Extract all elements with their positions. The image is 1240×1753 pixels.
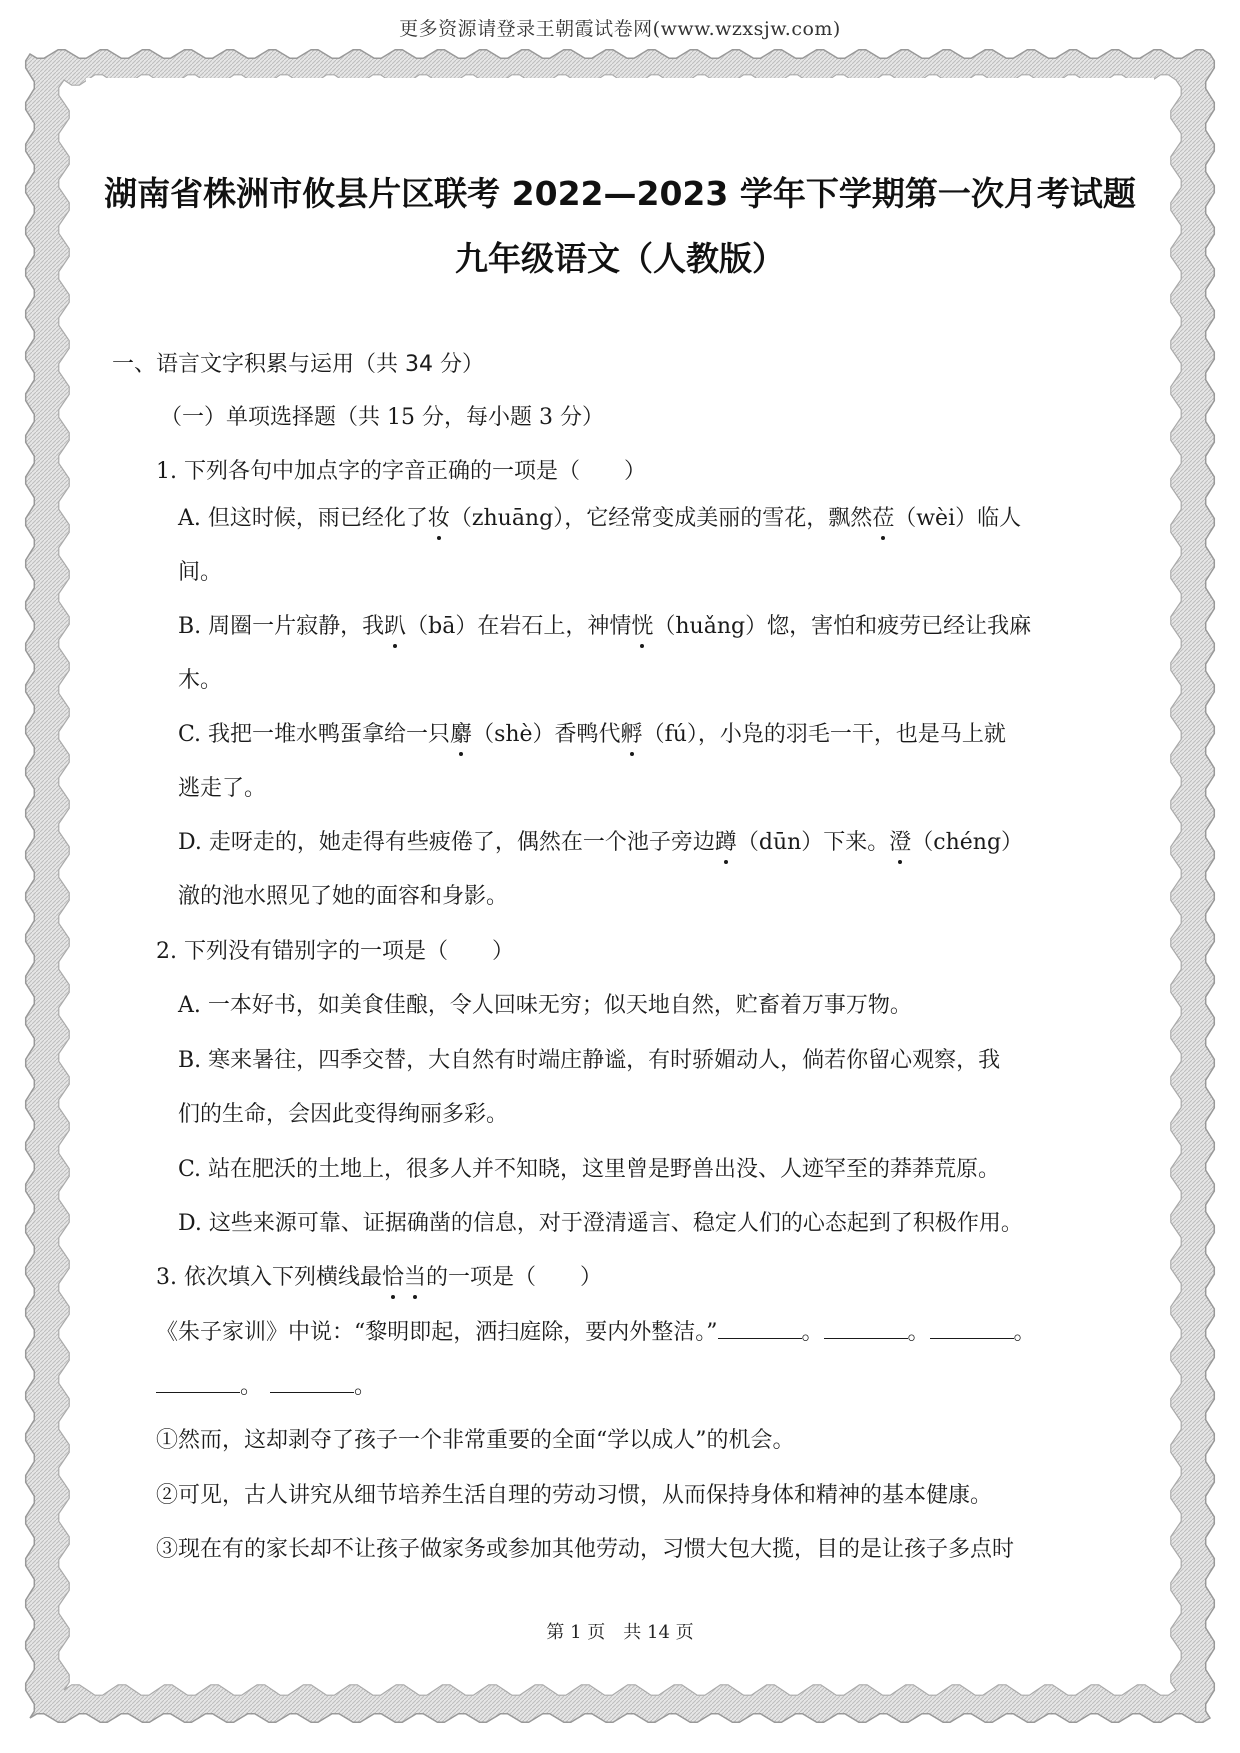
fill-blank xyxy=(824,1318,908,1339)
question-1-option-d-cont: 澈的池水照见了她的面容和身影。 xyxy=(178,884,509,909)
question-1-option-c: C. 我把一堆水鸭蛋拿给一只麝（shè）香鸭代孵（fú），小凫的羽毛一干，也是马上就 xyxy=(178,720,1006,750)
question-3-quote: 《朱子家训》中说：“黎明即起，洒扫庭除，要内外整洁。” 。 。 。 xyxy=(156,1320,1036,1345)
question-3-sentence-2: ②可见，古人讲究从细节培养生活自理的劳动习惯，从而保持身体和精神的基本健康。 xyxy=(156,1483,993,1508)
section-heading: 一、语言文字积累与运用（共 34 分） xyxy=(112,352,484,377)
fill-blank xyxy=(930,1318,1014,1339)
dotted-char: 恍 xyxy=(631,612,653,642)
question-1-option-a: A. 但这时候，雨已经化了妆（zhuāng），它经常变成美丽的雪花，飘然莅（wèi）临人 xyxy=(178,504,1021,534)
fill-blank xyxy=(156,1372,240,1393)
question-1-option-b-cont: 木。 xyxy=(178,668,223,693)
question-2-stem: 2. 下列没有错别字的一项是（ ） xyxy=(156,939,514,964)
question-2-option-b: B. 寒来暑往，四季交替，大自然有时端庄静谧，有时骄媚动人，倘若你留心观察，我 xyxy=(178,1048,1001,1073)
question-1-option-c-cont: 逃走了。 xyxy=(178,776,267,801)
exam-subtitle: 九年级语文（人教版） xyxy=(455,239,785,278)
top-banner: 更多资源请登录王朝霞试卷网(www.wzxsjw.com) xyxy=(399,18,841,40)
question-3-sentence-3: ③现在有的家长却不让孩子做家务或参加其他劳动，习惯大包大揽，目的是让孩子多点时 xyxy=(156,1537,1015,1562)
subsection-heading: （一）单项选择题（共 15 分，每小题 3 分） xyxy=(160,405,604,430)
question-1-option-b: B. 周圈一片寂静，我趴（bā）在岩石上，神情恍（huǎng）惚，害怕和疲劳已经让我麻 xyxy=(178,612,1031,642)
question-3-quote-cont: 。 。 xyxy=(156,1372,376,1402)
question-1-option-d: D. 走呀走的，她走得有些疲倦了，偶然在一个池子旁边蹲（dūn）下来。澄（chéng） xyxy=(178,828,1023,858)
question-3-sentence-1: ①然而，这却剥夺了孩子一个非常重要的全面“学以成人”的机会。 xyxy=(156,1428,795,1453)
question-3-stem: 3. 依次填入下列横线最恰当的一项是（ ） xyxy=(156,1263,602,1293)
dotted-char: 蹲 xyxy=(715,828,737,858)
fill-blank xyxy=(718,1318,802,1339)
question-2-option-b-cont: 们的生命，会因此变得绚丽多彩。 xyxy=(178,1102,509,1127)
question-2-option-c: C. 站在肥沃的土地上，很多人并不知晓，这里曾是野兽出没、人迹罕至的莽莽荒原。 xyxy=(178,1157,1001,1182)
dotted-char: 孵 xyxy=(621,720,643,750)
exam-title: 湖南省株洲市攸县片区联考 2022—2023 学年下学期第一次月考试题 xyxy=(104,174,1136,213)
question-2-option-a: A. 一本好书，如美食佳酿，令人回味无穷；似天地自然，贮畜着万事万物。 xyxy=(178,993,912,1018)
fill-blank xyxy=(270,1372,354,1393)
dotted-char: 麝 xyxy=(450,720,472,750)
question-1-stem: 1. 下列各句中加点字的字音正确的一项是（ ） xyxy=(156,459,646,484)
dotted-char: 恰 xyxy=(382,1263,404,1293)
dotted-char: 当 xyxy=(404,1263,426,1293)
dotted-char: 澄 xyxy=(889,828,911,858)
dotted-char: 莅 xyxy=(872,504,894,534)
page-footer: 第 1 页 共 14 页 xyxy=(546,1622,694,1643)
question-1-option-a-cont: 间。 xyxy=(178,560,223,585)
question-2-option-d: D. 这些来源可靠、证据确凿的信息，对于澄清遥言、稳定人们的心态起到了积极作用。 xyxy=(178,1211,1023,1236)
dotted-char: 妆 xyxy=(428,504,450,534)
dotted-char: 趴 xyxy=(384,612,406,642)
